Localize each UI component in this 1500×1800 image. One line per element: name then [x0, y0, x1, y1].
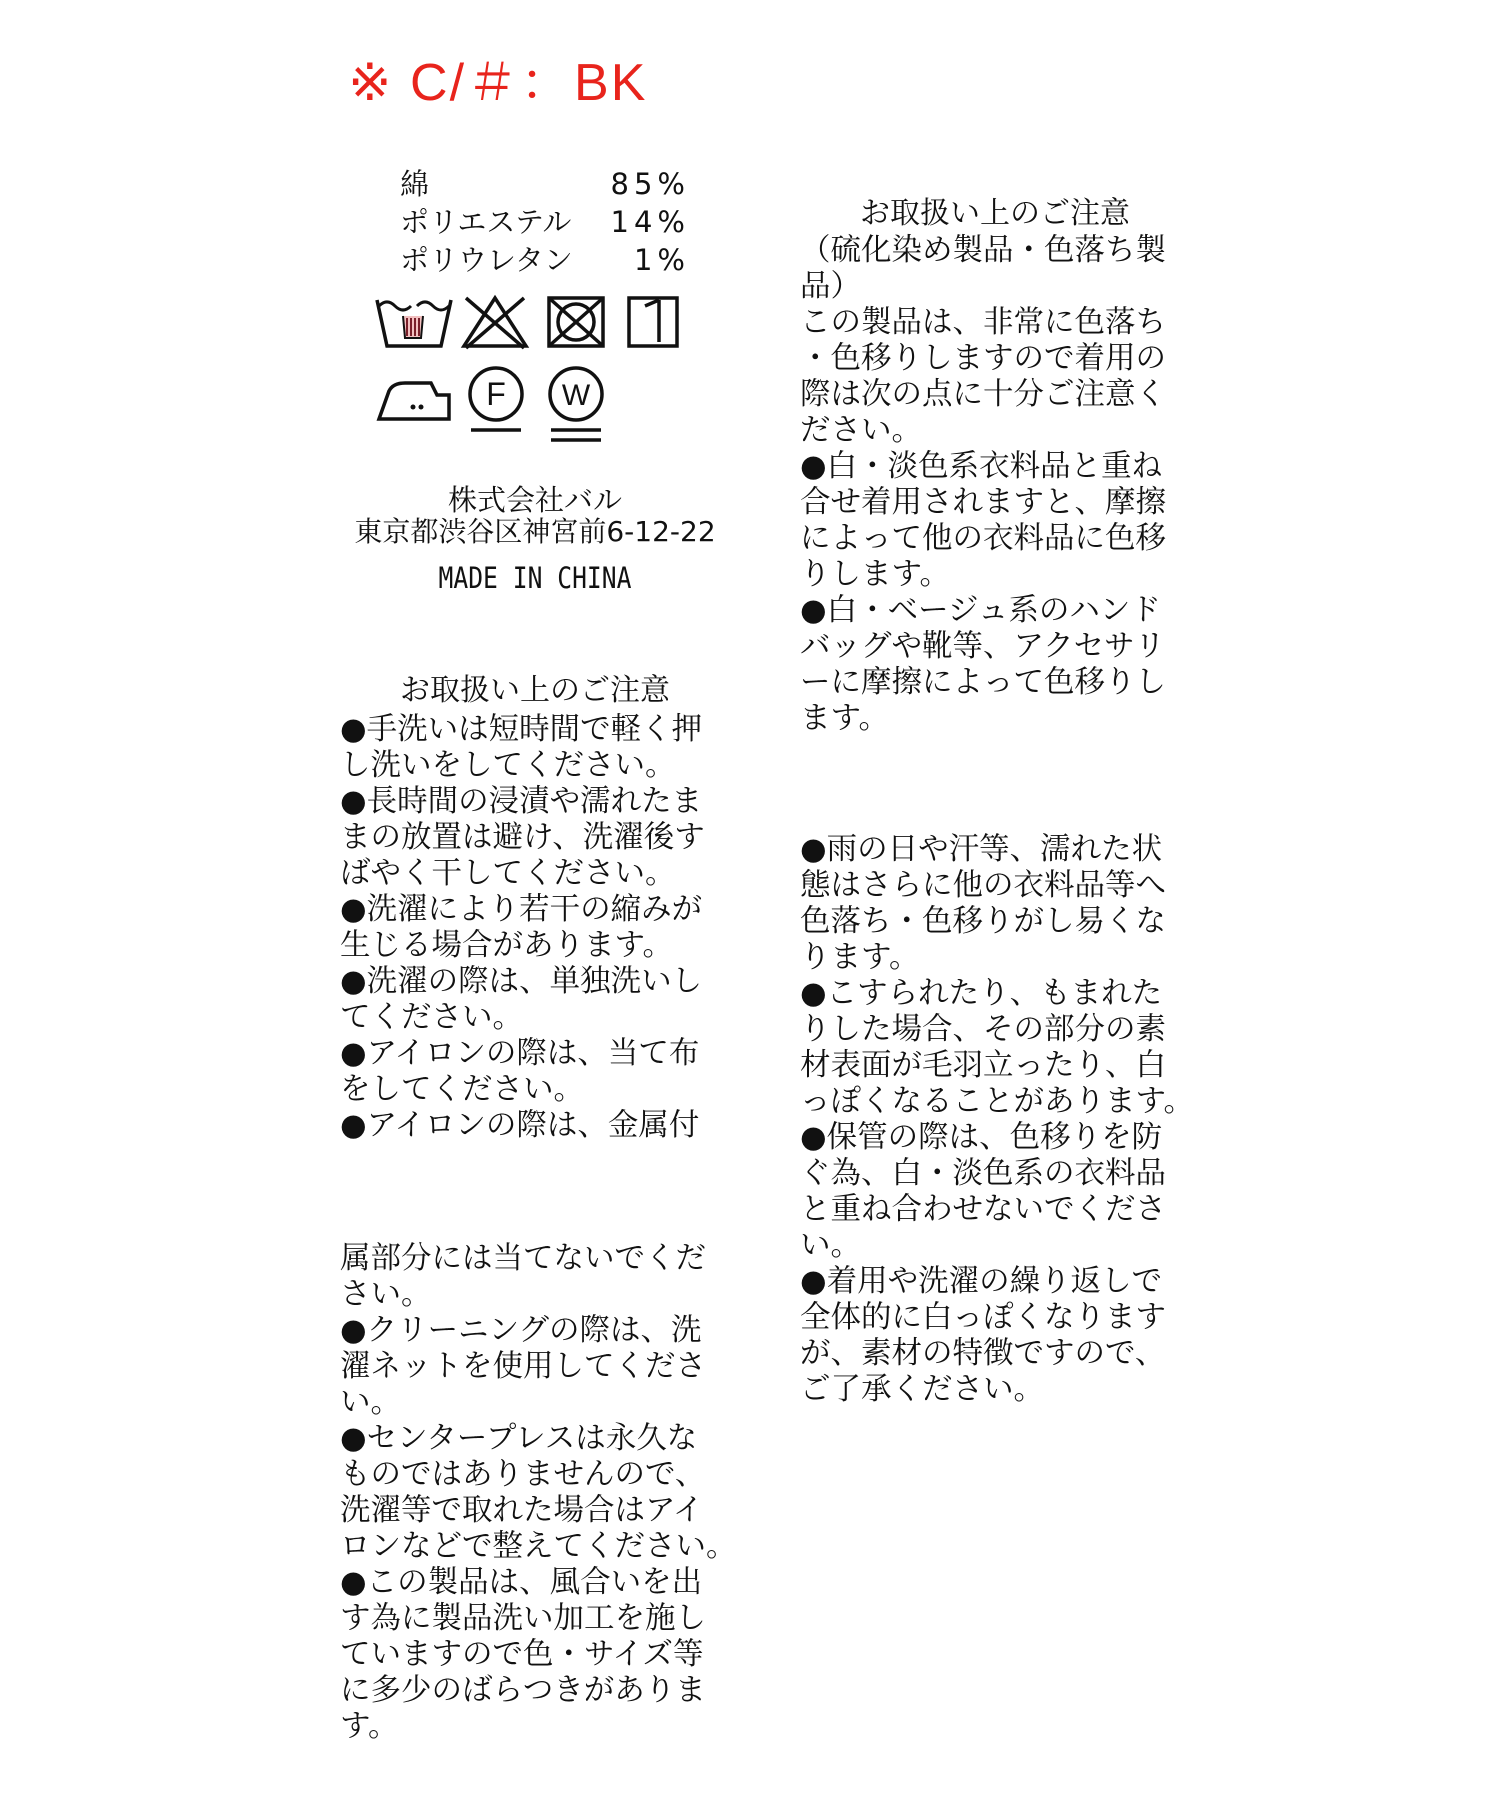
svg-text:F: F — [486, 376, 506, 412]
care-symbols — [375, 290, 695, 450]
material-name: ポリエステル — [400, 205, 572, 239]
composition-row — [400, 203, 690, 241]
wet-clean-w-icon — [545, 364, 607, 446]
maker-address: 東京都渋谷区神宮前6-12-22 — [354, 515, 716, 548]
dry-clean-f-icon — [465, 364, 527, 438]
material-name: ポリウレタン — [400, 243, 573, 277]
material-name: 綿 — [400, 167, 430, 201]
composition-row — [400, 165, 690, 203]
right-notice-text-2: ●雨の日や汗等、濡れた状 態はさらに他の衣料品等へ 色落ち・色移りがし易くな ります。 ●こすられたり、もまれた りした場合、その部分の素 材表面が毛羽立ったり、白 っぽくなることがあります。 ●保管の際は、色移りを防 ぐ為、白・淡色系の衣料品 と重ね合わせないでくださ い。 ●着用や洗濯の繰り返しで 全体的に白っぽくなります が、素材の特徴ですので、 ご了承ください。 — [800, 832, 1195, 1407]
fiber-composition-table — [400, 165, 690, 279]
iron-low-icon — [375, 375, 455, 425]
material-percent: 14% — [610, 205, 690, 239]
right-notice-text-1: （硫化染め製品・色落ち製 品） この製品は、非常に色落ち ・色移りしますので着用の 際は次の点に十分ご注意く ださい。 ●白・淡色系衣料品と重ね 合せ着用されますと、摩擦 によって他の衣料品に色移 りします。 ●白・ベージュ系のハンド バッグや靴等、アクセサリ ーに摩擦によって色移りし ます。 — [800, 233, 1166, 736]
maker-name: 株式会社バル — [447, 483, 622, 517]
composition-row — [400, 241, 690, 279]
line-dry-icon — [625, 294, 681, 350]
right-notice-title: お取扱い上のご注意 — [860, 196, 1130, 231]
material-percent: 1% — [633, 243, 690, 277]
no-bleach-icon — [460, 294, 530, 350]
color-code-label: ※ C/＃：BK — [348, 54, 648, 112]
country-of-origin: MADE IN CHINA — [438, 561, 632, 595]
left-notice-text-2: 属部分には当てないでくだ さい。 ●クリーニングの際は、洗 濯ネットを使用してくださ い。 ●センタープレスは永久な ものではありませんので、 洗濯等で取れた場合はアイ ロンなどで整えてください。 ●この製品は、風合いを出 す為に製品洗い加工を施し ていますので色・サイズ等 に多少のばらつきがありま す。 — [340, 1241, 737, 1744]
left-notice-text-1: ●手洗いは短時間で軽く押 し洗いをしてください。 ●長時間の浸漬や濡れたま まの放置は避け、洗濯後す ばやく干してください。 ●洗濯により若干の縮みが 生じる場合があります。 ●洗濯の際は、単独洗いし てください。 ●アイロンの際は、当て布 をしてください。 ●アイロンの際は、金属付 — [340, 712, 705, 1143]
no-tumble-dry-icon — [545, 294, 607, 350]
svg-text:W: W — [561, 379, 591, 412]
left-notice-title: お取扱い上のご注意 — [400, 673, 670, 708]
material-percent: 85% — [610, 167, 690, 201]
hand-wash-icon — [375, 294, 453, 352]
